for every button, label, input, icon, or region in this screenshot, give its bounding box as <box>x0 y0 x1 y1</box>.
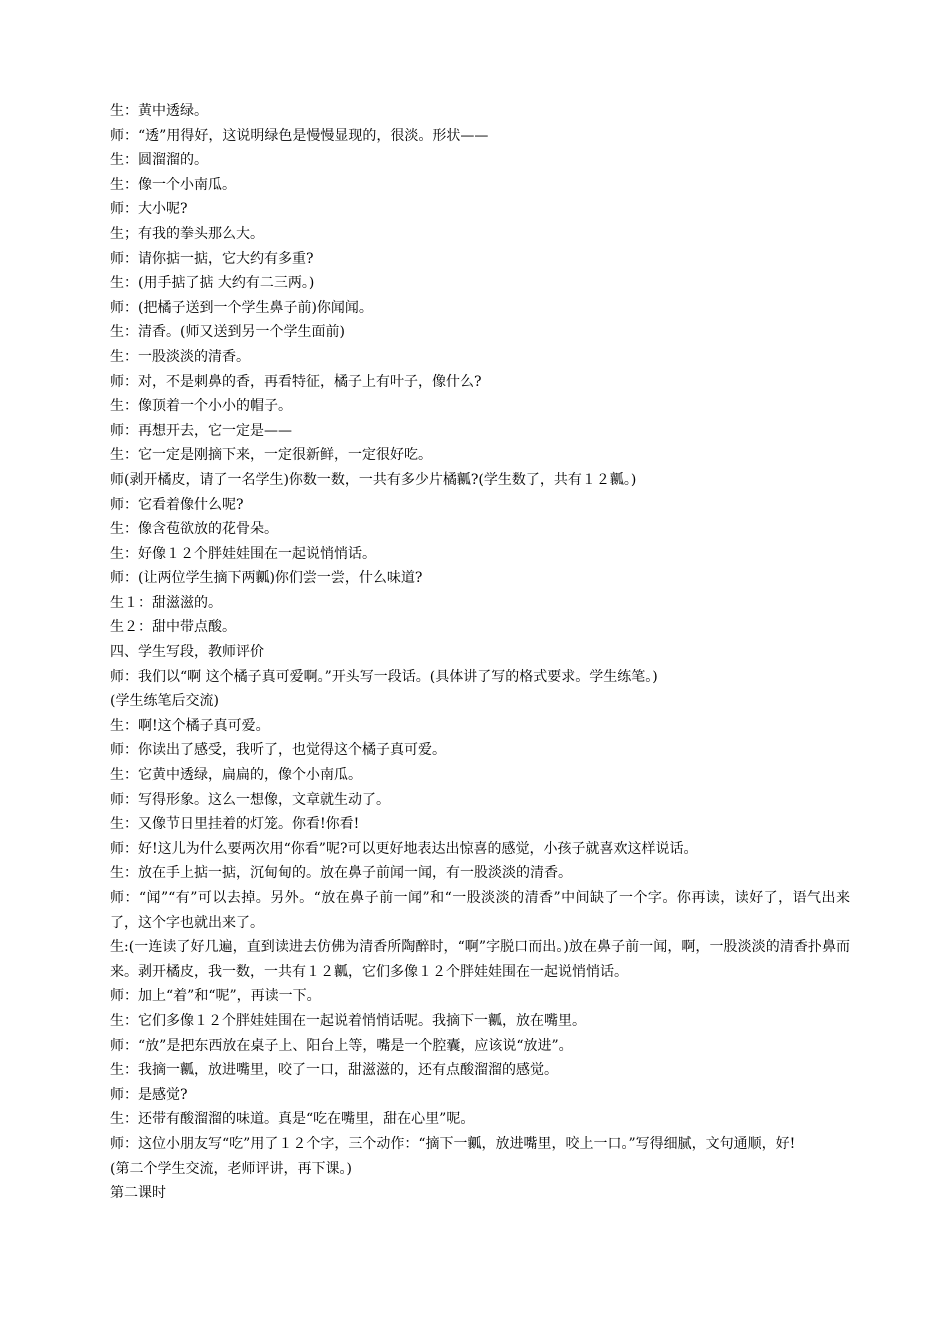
text-line: (学生练笔后交流) <box>110 693 219 710</box>
text-line: 生：它一定是刚摘下来，一定很新鲜，一定很好吃。 <box>110 447 432 464</box>
text-line: 生：还带有酸溜溜的味道。真是“吃在嘴里，甜在心里”呢。 <box>110 1111 475 1128</box>
text-line: 师：(把橘子送到一个学生鼻子前)你闻闻。 <box>110 299 373 316</box>
text-line: 师：“透”用得好，这说明绿色是慢慢显现的，很淡。形状—— <box>110 127 489 144</box>
text-line: 师：我们以“啊 这个橘子真可爱啊。”开头写一段话。(具体讲了写的格式要求。学生练笔。) <box>110 668 658 685</box>
text-line: 师：是感觉? <box>110 1086 188 1103</box>
text-line: 师：对，不是刺鼻的香，再看特征，橘子上有叶子，像什么? <box>110 373 482 390</box>
text-line: 生：好像１２个胖娃娃围在一起说悄悄话。 <box>110 545 376 562</box>
section-heading: 四、学生写段，教师评价 <box>110 644 264 661</box>
text-line: 生：它们多像１２个胖娃娃围在一起说着悄悄话呢。我摘下一瓤，放在嘴里。 <box>110 1012 586 1029</box>
text-line: 师：写得形象。这么一想像，文章就生动了。 <box>110 791 390 808</box>
text-line: 生１：甜滋滋的。 <box>110 594 222 611</box>
text-paragraph: 生:(一连读了好几遍，直到读进去仿佛为清香所陶醉时，“啊”字脱口而出。)放在鼻子前一闻，啊，一股淡淡的清香扑鼻而来。剥开橘皮，我一数，一共有１２瓤，它们多像１２个胖娃娃围在一起说悄悄话。 <box>110 939 850 980</box>
text-line: 生：像顶着一个小小的帽子。 <box>110 398 292 415</box>
text-line: 师：它看着像什么呢? <box>110 496 244 513</box>
text-line: 生：圆溜溜的。 <box>110 152 208 169</box>
text-line: 生：清香。(师又送到另一个学生面前) <box>110 324 345 341</box>
text-line: 生：像一个小南瓜。 <box>110 176 236 193</box>
text-line: 师：请你掂一掂，它大约有多重? <box>110 250 314 267</box>
text-line: 生：一股淡淡的清香。 <box>110 348 250 365</box>
text-line: 师：(让两位学生摘下两瓤)你们尝一尝，什么味道? <box>110 570 423 587</box>
text-line: 生：我摘一瓤，放进嘴里，咬了一口，甜滋滋的，还有点酸溜溜的感觉。 <box>110 1062 558 1079</box>
text-line: 师：你读出了感受，我听了，也觉得这个橘子真可爱。 <box>110 742 446 759</box>
text-line: 生：放在手上掂一掂，沉甸甸的。放在鼻子前闻一闻，有一股淡淡的清香。 <box>110 865 572 882</box>
text-line: 生２：甜中带点酸。 <box>110 619 236 636</box>
text-line: 师：“放”是把东西放在桌子上、阳台上等，嘴是一个腔囊，应该说“放进”。 <box>110 1037 573 1054</box>
section-heading: 第二课时 <box>110 1185 166 1202</box>
text-line: 生：黄中透绿。 <box>110 103 208 119</box>
text-line: 生：(用手掂了掂 大约有二三两。) <box>110 275 315 292</box>
text-line: (第二个学生交流，老师评讲，再下课。) <box>110 1160 352 1177</box>
text-line: 师：加上“着”和“呢”，再读一下。 <box>110 988 321 1005</box>
text-line: 生；有我的拳头那么大。 <box>110 225 264 242</box>
text-line: 师：大小呢? <box>110 201 188 218</box>
text-line: 生：像含苞欲放的花骨朵。 <box>110 521 278 538</box>
text-line: 师：好!这儿为什么要两次用“你看”呢?可以更好地表达出惊喜的感觉，小孩子就喜欢这样说话。 <box>110 840 698 857</box>
text-line: 师(剥开橘皮，请了一名学生)你数一数，一共有多少片橘瓤?(学生数了，共有１２瓤。) <box>110 471 637 488</box>
text-paragraph: 师：“闻”“有”可以去掉。另外。“放在鼻子前一闻”和“一股淡淡的清香”中间缺了一个字。你再读，读好了，语气出来了，这个字也就出来了。 <box>110 890 850 931</box>
text-line: 师：再想开去，它一定是—— <box>110 422 292 439</box>
text-paragraph: 师：这位小朋友写“吃”用了１２个字，三个动作：“摘下一瓤，放进嘴里，咬上一口。”写得细腻，文句通顺，好! <box>110 1135 796 1152</box>
document-page <box>110 99 850 1206</box>
text-line: 生：又像节日里挂着的灯笼。你看!你看! <box>110 816 360 833</box>
text-line: 生：它黄中透绿，扁扁的，像个小南瓜。 <box>110 767 362 784</box>
text-line: 生：啊!这个橘子真可爱。 <box>110 717 270 734</box>
